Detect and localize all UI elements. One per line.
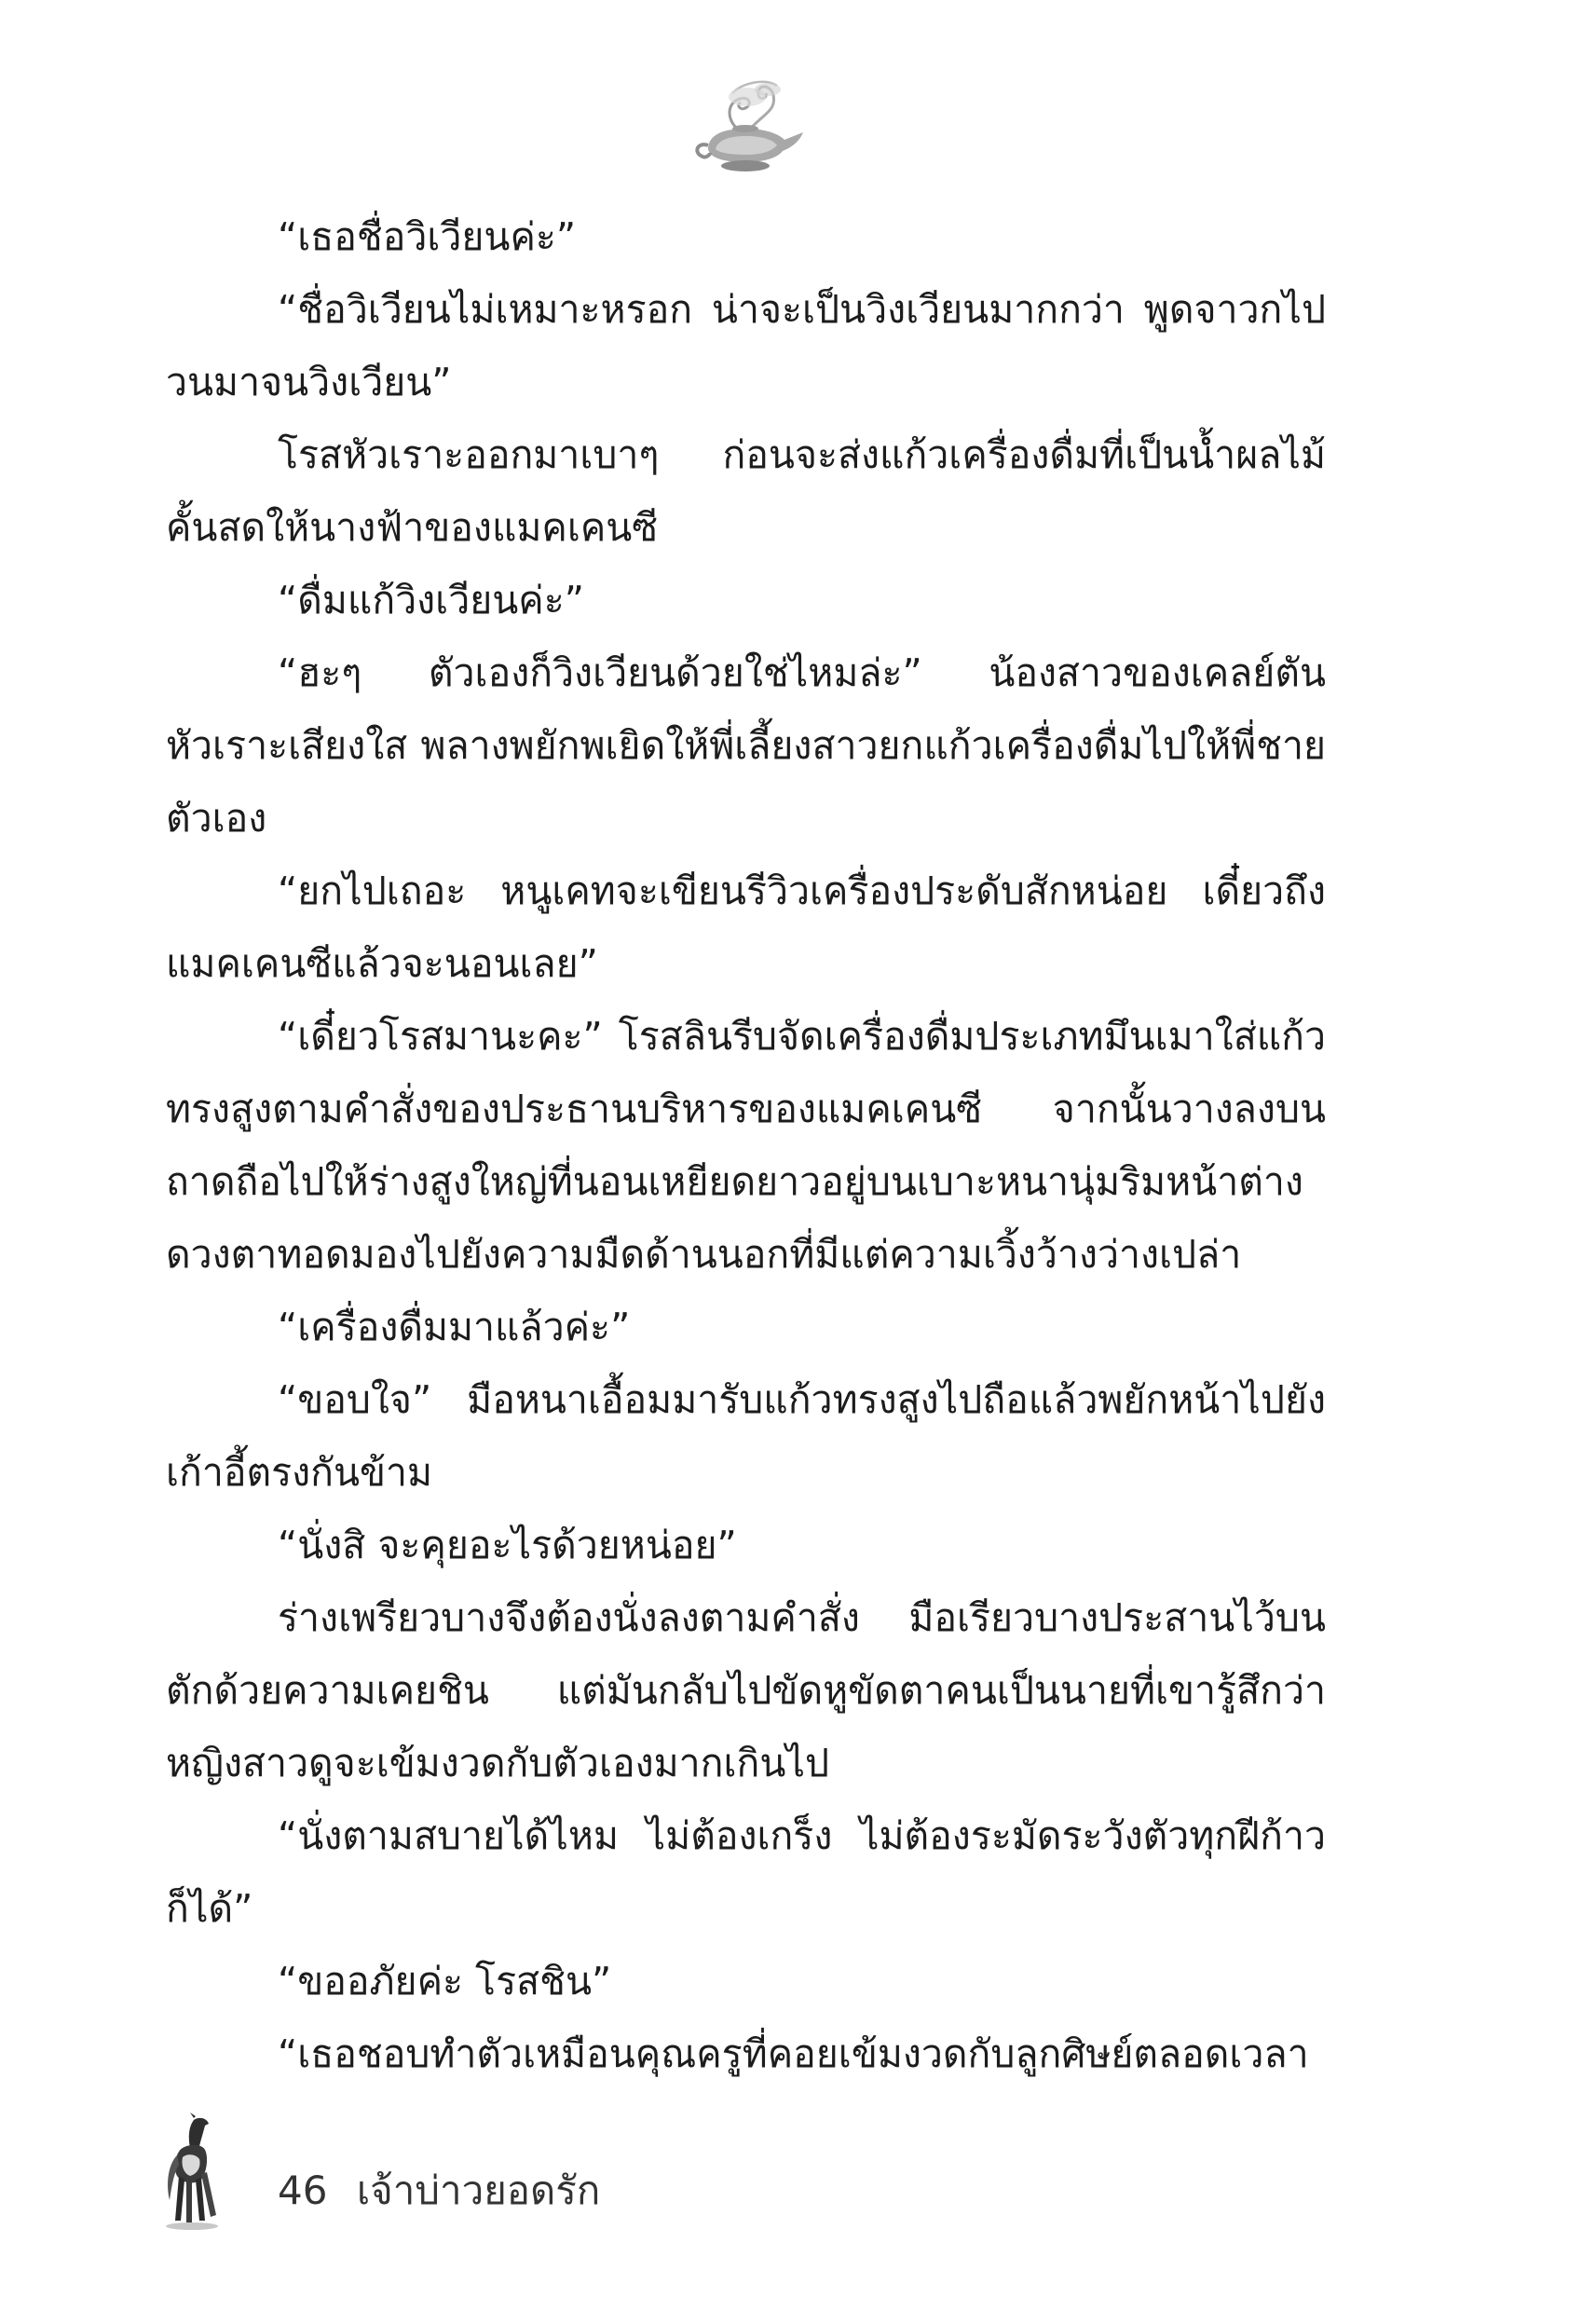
paragraph: “เธอชื่อวิเวียนค่ะ”: [278, 214, 577, 259]
paragraph: ร่างเพรียวบางจึงต้องนั่งลงตามคำสั่ง มือเรียวบางประสานไว้บนตักด้วยความเคยชิน แต่มันกลับไปขัดหูขัดตาคนเป็นนายที่เขารู้สึกว่าหญิงสาวดูจะเข้มงวดกับตัวเองมากเกินไป: [166, 1595, 1326, 1785]
paragraph: “ชื่อวิเวียนไม่เหมาะหรอก น่าจะเป็นวิงเวียนมากกว่า พูดจาวกไปวนมาจนวิงเวียน”: [166, 287, 1326, 404]
paragraph: “ดื่มแก้วิงเวียนค่ะ”: [278, 578, 584, 622]
page-number: 46: [278, 2167, 328, 2213]
paragraph: “ขอบใจ” มือหนาเอื้อมมารับแก้วทรงสูงไปถือแล้วพยักหน้าไปยังเก้าอี้ตรงกันข้าม: [166, 1377, 1326, 1495]
paragraph: “ฮะๆ ตัวเองก็วิงเวียนด้วยใช่ไหมล่ะ” น้องสาวของเคลย์ตันหัวเราะเสียงใส พลางพยักพเยิดให้พี่เลี้ยงสาวยกแก้วเครื่องดื่มไปให้พี่ชายตัวเอง: [166, 650, 1326, 841]
paragraph: “นั่งตามสบายได้ไหม ไม่ต้องเกร็ง ไม่ต้องระมัดระวังตัวทุกฝีก้าวก็ได้”: [166, 1813, 1326, 1931]
paragraph: “เครื่องดื่มมาแล้วค่ะ”: [278, 1305, 631, 1349]
footer-line: [278, 2165, 600, 2217]
paragraph: “นั่งสิ จะคุยอะไรด้วยหน่อย”: [278, 1523, 737, 1567]
paragraph: “เธอชอบทำตัวเหมือนคุณครูที่คอยเข้มงวดกับลูกศิษย์ตลอดเวลา: [278, 2031, 1309, 2076]
paragraph: “เดี๋ยวโรสมานะคะ” โรสลินรีบจัดเครื่องดื่มประเภทมึนเมาใส่แก้วทรงสูงตามคำสั่งของประธานบริหารของแมคเคนซี จากนั้นวางลงบนถาดถือไปให้ร่างสูงใหญ่ที่นอนเหยียดยาวอยู่บนเบาะหนานุ่มริมหน้าต่างดวงตาทอดมองไปยังความมืดด้านนอกที่มีแต่ความเวิ้งว้างว่างเปล่า: [166, 1014, 1326, 1277]
page-footer: [158, 2111, 811, 2232]
book-title: เจ้าบ่าวยอดรัก: [356, 2167, 601, 2213]
page-body: [166, 200, 1326, 2090]
genie-lamp-icon: [688, 75, 809, 177]
paragraph: “ยกไปเถอะ หนูเคทจะเขียนรีวิวเครื่องประดับสักหน่อย เดี๋ยวถึงแมคเคนซีแล้วจะนอนเลย”: [166, 868, 1326, 986]
horse-icon: [158, 2111, 224, 2232]
paragraph: “ขออภัยค่ะ โรสชิน”: [278, 1959, 612, 2003]
paragraph: โรสหัวเราะออกมาเบาๆ ก่อนจะส่งแก้วเครื่องดื่มที่เป็นน้ำผลไม้คั้นสดให้นางฟ้าของแมคเคนซี: [166, 432, 1326, 550]
